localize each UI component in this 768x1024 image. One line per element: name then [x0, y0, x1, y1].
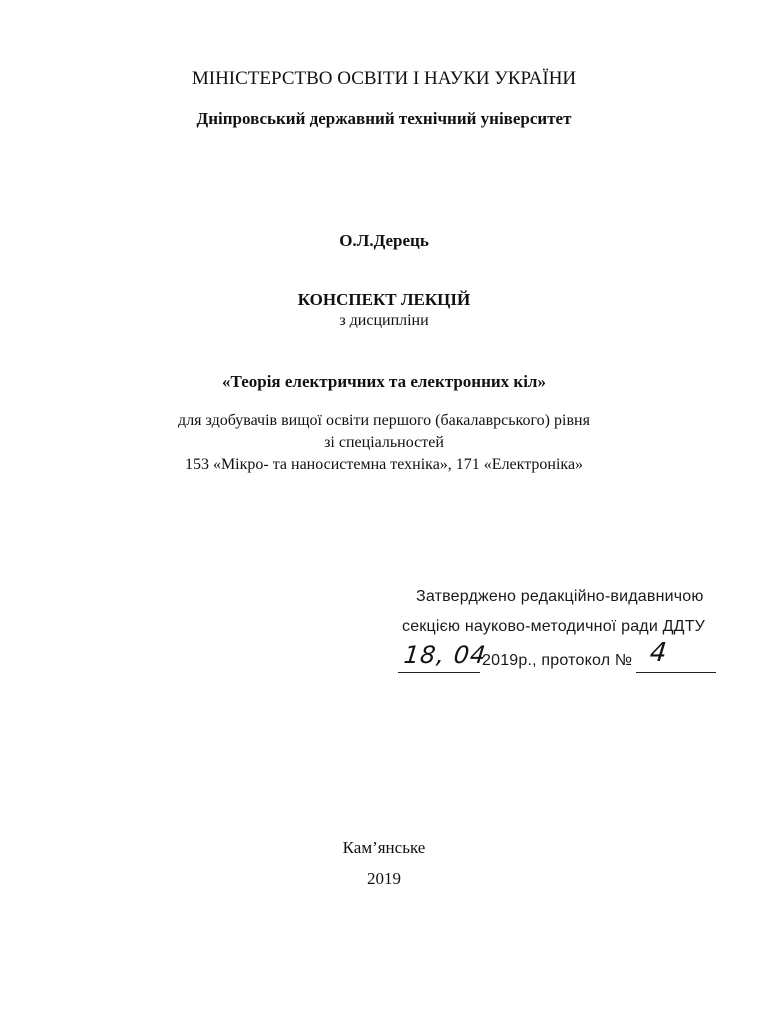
discipline-title: «Теорія електричних та електронних кіл» [222, 372, 546, 391]
audience-line-2: зі спеціальностей [324, 434, 444, 451]
protocol-number-fill-line [636, 650, 716, 673]
stamp-line-1: Затверджено редакційно-видавничою [416, 588, 704, 605]
handwritten-date: 18, 04 [402, 641, 488, 669]
city-name: Кам’янське [342, 838, 426, 857]
discipline-intro: з дисципліни [339, 312, 429, 329]
approval-stamp [392, 584, 722, 684]
document-type-title: КОНСПЕКТ ЛЕКЦІЙ [297, 290, 471, 309]
stamp-line-3 [396, 638, 716, 676]
author-name: О.Л.Дерець [339, 231, 429, 250]
audience-line-1: для здобувачів вищої освіти першого (бакалаврського) рівня [178, 412, 590, 429]
handwritten-protocol-number: 4 [648, 638, 669, 668]
audience-line-3: 153 «Мікро- та наносистемна техніка», 171 «Електроніка» [184, 456, 584, 473]
university-name: Дніпровський державний технічний університет [196, 109, 572, 128]
ministry-heading: МІНІСТЕРСТВО ОСВІТИ І НАУКИ УКРАЇНИ [191, 68, 577, 89]
stamp-line-2: секцією науково-методичної ради ДДТУ [402, 618, 706, 635]
stamp-line-3-text: 2019р., протокол № [482, 652, 633, 669]
publication-year: 2019 [367, 869, 401, 888]
